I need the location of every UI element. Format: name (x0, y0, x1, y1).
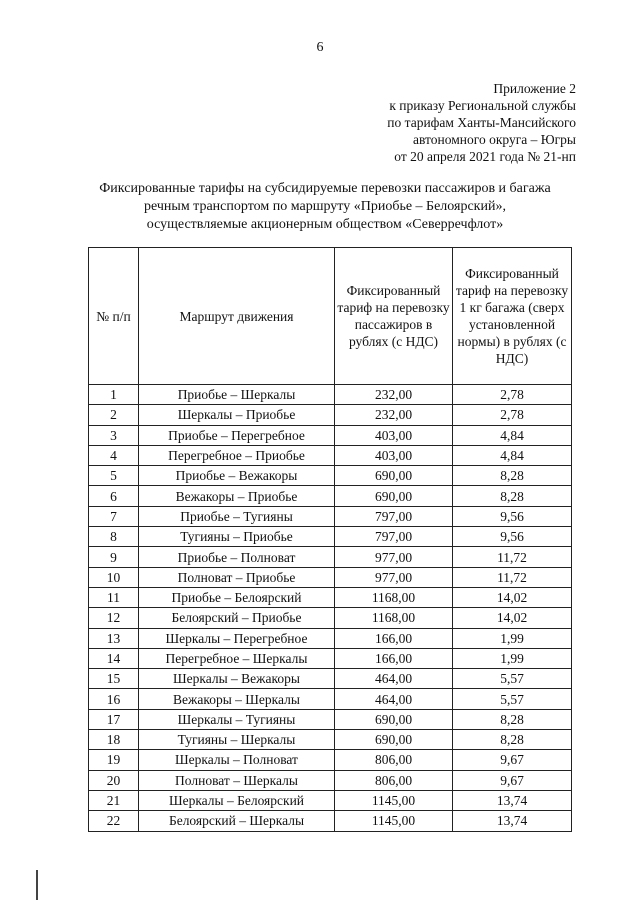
cell-number: 5 (89, 466, 139, 486)
appendix-line: к приказу Региональной службы (389, 98, 576, 113)
table-row (89, 811, 572, 831)
cell-route: Приобье – Перегребное (139, 425, 335, 445)
cell-route: Шеркалы – Вежакоры (139, 669, 335, 689)
cell-number: 12 (89, 608, 139, 628)
cell-baggage-tariff: 8,28 (453, 730, 572, 750)
table-row (89, 506, 572, 526)
table-row (89, 730, 572, 750)
cell-passenger-tariff: 166,00 (335, 648, 453, 668)
cell-baggage-tariff: 4,84 (453, 425, 572, 445)
cell-number: 16 (89, 689, 139, 709)
cell-route: Вежакоры – Шеркалы (139, 689, 335, 709)
table-row (89, 567, 572, 587)
cell-number: 22 (89, 811, 139, 831)
cell-route: Приобье – Вежакоры (139, 466, 335, 486)
cell-passenger-tariff: 464,00 (335, 689, 453, 709)
cell-route: Полноват – Шеркалы (139, 770, 335, 790)
cell-number: 2 (89, 405, 139, 425)
table-row (89, 628, 572, 648)
table-row (89, 445, 572, 465)
page-number: 6 (316, 40, 324, 55)
table-row (89, 669, 572, 689)
cell-passenger-tariff: 403,00 (335, 445, 453, 465)
cell-route: Приобье – Полноват (139, 547, 335, 567)
cell-number: 19 (89, 750, 139, 770)
cell-route: Шеркалы – Белоярский (139, 790, 335, 810)
margin-mark (36, 870, 38, 900)
cell-passenger-tariff: 806,00 (335, 770, 453, 790)
cell-route: Шеркалы – Полноват (139, 750, 335, 770)
cell-passenger-tariff: 1168,00 (335, 587, 453, 607)
appendix-line: Приложение 2 (493, 81, 576, 96)
cell-route: Белоярский – Шеркалы (139, 811, 335, 831)
cell-number: 13 (89, 628, 139, 648)
table-row (89, 425, 572, 445)
cell-baggage-tariff: 8,28 (453, 486, 572, 506)
cell-route: Перегребное – Приобье (139, 445, 335, 465)
header-number: № п/п (89, 248, 139, 385)
cell-route: Перегребное – Шеркалы (139, 648, 335, 668)
cell-passenger-tariff: 690,00 (335, 730, 453, 750)
cell-number: 9 (89, 547, 139, 567)
table-row (89, 689, 572, 709)
cell-number: 15 (89, 669, 139, 689)
cell-number: 11 (89, 587, 139, 607)
cell-passenger-tariff: 166,00 (335, 628, 453, 648)
cell-baggage-tariff: 9,67 (453, 770, 572, 790)
cell-route: Тугияны – Шеркалы (139, 730, 335, 750)
cell-passenger-tariff: 232,00 (335, 385, 453, 405)
cell-baggage-tariff: 1,99 (453, 628, 572, 648)
table-row (89, 750, 572, 770)
cell-route: Вежакоры – Приобье (139, 486, 335, 506)
cell-baggage-tariff: 9,56 (453, 527, 572, 547)
appendix-block (387, 80, 576, 165)
cell-route: Приобье – Шеркалы (139, 385, 335, 405)
table-header-row (89, 248, 572, 385)
table-body (89, 385, 572, 832)
cell-number: 14 (89, 648, 139, 668)
cell-baggage-tariff: 2,78 (453, 385, 572, 405)
cell-passenger-tariff: 1145,00 (335, 811, 453, 831)
cell-baggage-tariff: 8,28 (453, 466, 572, 486)
cell-baggage-tariff: 13,74 (453, 790, 572, 810)
cell-number: 6 (89, 486, 139, 506)
cell-baggage-tariff: 5,57 (453, 689, 572, 709)
cell-baggage-tariff: 11,72 (453, 567, 572, 587)
title-line: Фиксированные тарифы на субсидируемые перевозки пассажиров и багажа (99, 181, 551, 196)
appendix-line: автономного округа – Югры (413, 132, 576, 147)
cell-route: Приобье – Белоярский (139, 587, 335, 607)
table-row (89, 547, 572, 567)
cell-passenger-tariff: 232,00 (335, 405, 453, 425)
table-row (89, 486, 572, 506)
cell-number: 18 (89, 730, 139, 750)
table-row (89, 648, 572, 668)
cell-baggage-tariff: 4,84 (453, 445, 572, 465)
cell-passenger-tariff: 797,00 (335, 506, 453, 526)
cell-baggage-tariff: 14,02 (453, 587, 572, 607)
cell-passenger-tariff: 403,00 (335, 425, 453, 445)
cell-passenger-tariff: 977,00 (335, 547, 453, 567)
cell-passenger-tariff: 806,00 (335, 750, 453, 770)
cell-number: 21 (89, 790, 139, 810)
cell-baggage-tariff: 2,78 (453, 405, 572, 425)
cell-route: Шеркалы – Приобье (139, 405, 335, 425)
cell-route: Тугияны – Приобье (139, 527, 335, 547)
cell-route: Полноват – Приобье (139, 567, 335, 587)
cell-passenger-tariff: 797,00 (335, 527, 453, 547)
table-row (89, 385, 572, 405)
header-passenger-tariff: Фиксированный тариф на перевозку пассажиров в рублях (с НДС) (335, 248, 453, 385)
cell-passenger-tariff: 1145,00 (335, 790, 453, 810)
table-row (89, 527, 572, 547)
cell-baggage-tariff: 9,67 (453, 750, 572, 770)
cell-number: 10 (89, 567, 139, 587)
table-row (89, 770, 572, 790)
cell-passenger-tariff: 690,00 (335, 486, 453, 506)
cell-passenger-tariff: 1168,00 (335, 608, 453, 628)
title-line: речным транспортом по маршруту «Приобье – Белоярский», (144, 199, 506, 214)
table-row (89, 790, 572, 810)
cell-baggage-tariff: 11,72 (453, 547, 572, 567)
cell-number: 4 (89, 445, 139, 465)
cell-number: 17 (89, 709, 139, 729)
tariff-table (88, 247, 572, 832)
cell-baggage-tariff: 5,57 (453, 669, 572, 689)
cell-baggage-tariff: 8,28 (453, 709, 572, 729)
cell-baggage-tariff: 14,02 (453, 608, 572, 628)
cell-number: 3 (89, 425, 139, 445)
table-row (89, 466, 572, 486)
cell-number: 7 (89, 506, 139, 526)
cell-number: 8 (89, 527, 139, 547)
cell-number: 1 (89, 385, 139, 405)
document-title (60, 180, 590, 234)
cell-route: Шеркалы – Перегребное (139, 628, 335, 648)
appendix-line: по тарифам Ханты-Мансийского (387, 115, 576, 130)
cell-route: Приобье – Тугияны (139, 506, 335, 526)
appendix-line: от 20 апреля 2021 года № 21-нп (394, 149, 576, 164)
header-baggage-tariff: Фиксированный тариф на перевозку 1 кг багажа (сверх установленной нормы) в рублях (с НДС) (453, 248, 572, 385)
table-row (89, 608, 572, 628)
table-row (89, 709, 572, 729)
title-line: осуществляемые акционерным обществом «Северречфлот» (146, 217, 504, 232)
cell-route: Белоярский – Приобье (139, 608, 335, 628)
cell-number: 20 (89, 770, 139, 790)
cell-baggage-tariff: 1,99 (453, 648, 572, 668)
cell-baggage-tariff: 9,56 (453, 506, 572, 526)
table-row (89, 587, 572, 607)
cell-passenger-tariff: 690,00 (335, 466, 453, 486)
cell-passenger-tariff: 464,00 (335, 669, 453, 689)
table-row (89, 405, 572, 425)
cell-passenger-tariff: 977,00 (335, 567, 453, 587)
cell-baggage-tariff: 13,74 (453, 811, 572, 831)
cell-passenger-tariff: 690,00 (335, 709, 453, 729)
header-route: Маршрут движения (139, 248, 335, 385)
cell-route: Шеркалы – Тугияны (139, 709, 335, 729)
